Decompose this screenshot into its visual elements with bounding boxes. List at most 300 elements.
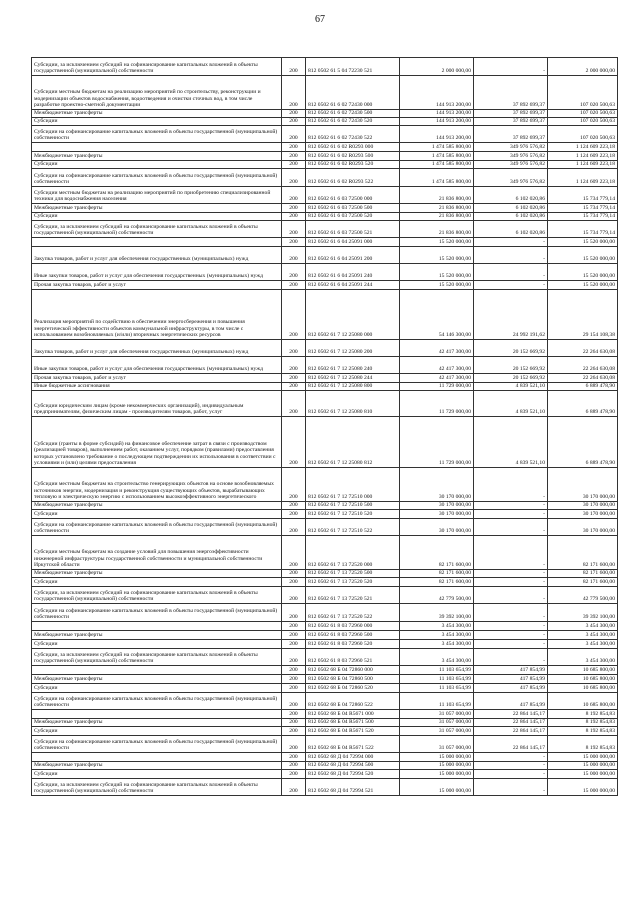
row-kbk: 812 0502 61 7 13 72520 521 [306, 587, 400, 604]
row-kbk: 812 0502 61 6 02 72430 522 [306, 126, 400, 143]
row-kbk: 812 0502 61 6 02 72430 000 [306, 76, 400, 110]
row-name: Субсидии на софинансирование капитальных вложений в объекты государственной (муниципальной) собственности [32, 169, 282, 187]
row-approved: 11 103 654,99 [400, 693, 474, 710]
row-kbk: 812 0502 61 8 03 72960 000 [306, 622, 400, 631]
row-executed: - [474, 753, 548, 762]
row-remaining: 1 124 609 223,18 [548, 161, 618, 169]
row-code: 200 [282, 118, 306, 126]
row-code: 200 [282, 604, 306, 622]
row-kbk: 812 0502 61 6 02 72430 500 [306, 110, 400, 118]
row-remaining: 8 192 854,83 [548, 727, 618, 736]
row-remaining: 22 264 630,08 [548, 357, 618, 374]
row-approved: 15 520 000,00 [400, 281, 474, 290]
row-name: Субсидии местным бюджетам на реализацию мероприятий по строительству, реконструкции и модернизации объектов водоснабжения, водоотведения и очистки сточных вод, в том числе разработке проектно-сметной документации [32, 76, 282, 110]
table-row [32, 468, 618, 502]
row-kbk: 812 0502 68 Б 04 72860 520 [306, 684, 400, 693]
row-name [32, 710, 282, 719]
table-row [32, 143, 618, 152]
row-kbk: 812 0502 61 7 12 72510 520 [306, 510, 400, 519]
row-code: 200 [282, 169, 306, 187]
row-code: 200 [282, 710, 306, 719]
row-name: Иные бюджетные ассигнования [32, 383, 282, 391]
table-row [32, 290, 618, 340]
row-approved: 11 103 654,99 [400, 666, 474, 675]
row-remaining: 2 000 000,00 [548, 58, 618, 76]
row-remaining: 10 685 800,00 [548, 684, 618, 693]
row-approved: 144 913 200,00 [400, 76, 474, 110]
row-approved: 11 103 654,99 [400, 684, 474, 693]
row-remaining: 15 520 000,00 [548, 247, 618, 264]
row-name: Субсидии, за исключением субсидий на софинансирование капитальных вложений в объекты государственной (муниципальной) собственности [32, 221, 282, 238]
row-executed: 22 864 145,17 [474, 719, 548, 727]
row-code: 200 [282, 727, 306, 736]
row-remaining: 6 889 478,90 [548, 391, 618, 417]
row-code: 200 [282, 126, 306, 143]
row-kbk: 812 0502 68 Б 04 72860 522 [306, 693, 400, 710]
row-kbk: 812 0502 61 6 02 R0293 500 [306, 152, 400, 161]
row-approved: 21 836 800,00 [400, 213, 474, 221]
row-executed: - [474, 578, 548, 587]
row-name: Закупка товаров, работ и услуг для обеспечения государственных (муниципальных) нужд [32, 340, 282, 357]
row-kbk: 812 0502 61 6 02 R0293 522 [306, 169, 400, 187]
row-code: 200 [282, 779, 306, 796]
row-name: Межбюджетные трансферты [32, 110, 282, 118]
row-code: 200 [282, 631, 306, 640]
row-executed: 4 839 521,10 [474, 417, 548, 468]
row-approved: 31 057 000,00 [400, 727, 474, 736]
row-remaining: 30 170 000,00 [548, 502, 618, 510]
row-kbk: 812 0502 68 Б 04 72860 500 [306, 675, 400, 684]
row-name: Субсидии юридическим лицам (кроме некоммерческих организаций), индивидуальным предпринимателям, физическим лицам - производителям товаров, работ, услуг [32, 391, 282, 417]
row-approved: 30 170 000,00 [400, 468, 474, 502]
table-row [32, 161, 618, 169]
table-row [32, 383, 618, 391]
row-executed: 417 854,99 [474, 666, 548, 675]
row-remaining: 10 685 800,00 [548, 675, 618, 684]
row-remaining: 15 000 000,00 [548, 753, 618, 762]
row-approved: 15 000 000,00 [400, 762, 474, 770]
row-code: 200 [282, 622, 306, 631]
row-kbk: 812 0502 61 8 03 72960 520 [306, 640, 400, 649]
table-row [32, 169, 618, 187]
row-executed: - [474, 510, 548, 519]
row-name: Иные закупки товаров, работ и услуг для обеспечения государственных (муниципальных) нужд [32, 264, 282, 281]
table-row [32, 510, 618, 519]
row-approved: 3 454 300,00 [400, 622, 474, 631]
row-executed: 22 864 145,17 [474, 727, 548, 736]
row-remaining: 15 000 000,00 [548, 770, 618, 779]
row-kbk: 812 0502 61 7 12 72510 000 [306, 468, 400, 502]
row-code: 200 [282, 357, 306, 374]
page-number: 67 [315, 14, 325, 25]
row-code: 200 [282, 340, 306, 357]
row-executed: - [474, 247, 548, 264]
row-code: 200 [282, 187, 306, 204]
row-executed: 6 102 020,86 [474, 204, 548, 213]
row-approved: 11 729 000,00 [400, 383, 474, 391]
table-row [32, 578, 618, 587]
row-name: Прочая закупка товаров, работ и услуг [32, 374, 282, 383]
row-name: Межбюджетные трансферты [32, 502, 282, 510]
row-kbk: 812 0502 61 6 04 25091 000 [306, 238, 400, 247]
table-row [32, 719, 618, 727]
row-remaining: 107 020 500,63 [548, 118, 618, 126]
row-executed: 4 839 521,10 [474, 391, 548, 417]
row-code: 200 [282, 693, 306, 710]
row-approved: 15 520 000,00 [400, 264, 474, 281]
row-remaining: 30 170 000,00 [548, 519, 618, 536]
row-executed: 417 854,99 [474, 675, 548, 684]
row-name [32, 666, 282, 675]
row-remaining: 15 000 000,00 [548, 779, 618, 796]
row-name: Межбюджетные трансферты [32, 631, 282, 640]
row-name: Субсидии на софинансирование капитальных вложений в объекты государственной (муниципальной) собственности [32, 736, 282, 753]
row-approved: 15 520 000,00 [400, 247, 474, 264]
table-row [32, 710, 618, 719]
row-executed: - [474, 58, 548, 76]
table-row [32, 238, 618, 247]
row-name: Субсидии на софинансирование капитальных вложений в объекты государственной (муниципальной) собственности [32, 519, 282, 536]
table-row [32, 649, 618, 666]
row-remaining: 15 520 000,00 [548, 281, 618, 290]
row-executed: 349 976 576,82 [474, 143, 548, 152]
row-remaining: 30 170 000,00 [548, 510, 618, 519]
row-code: 200 [282, 578, 306, 587]
row-remaining: 15 734 779,14 [548, 213, 618, 221]
row-name: Субсидии на софинансирование капитальных вложений в объекты государственной (муниципальной) собственности [32, 604, 282, 622]
row-kbk: 812 0502 61 6 03 72500 000 [306, 187, 400, 204]
table-row [32, 666, 618, 675]
row-code: 200 [282, 570, 306, 578]
row-code: 200 [282, 649, 306, 666]
row-remaining: 39 392 100,00 [548, 604, 618, 622]
row-name: Субсидии местным бюджетам на реализацию мероприятий по приобретению специализированной техники для водоснабжения населения [32, 187, 282, 204]
row-kbk: 812 0502 61 5 04 72230 521 [306, 58, 400, 76]
row-kbk: 812 0502 61 7 12 25080 200 [306, 340, 400, 357]
row-kbk: 812 0502 61 7 12 25080 810 [306, 391, 400, 417]
table-row [32, 357, 618, 374]
row-name [32, 753, 282, 762]
row-approved: 1 474 585 800,00 [400, 161, 474, 169]
row-kbk: 812 0502 68 Б 04 R5671 000 [306, 710, 400, 719]
row-kbk: 812 0502 61 7 12 25080 240 [306, 357, 400, 374]
row-code: 200 [282, 587, 306, 604]
row-executed: 417 854,99 [474, 684, 548, 693]
row-kbk: 812 0502 68 Б 04 R5671 522 [306, 736, 400, 753]
row-name [32, 238, 282, 247]
row-name: Субсидии местным бюджетам на создание условий для повышения энергоэффективности инженерной инфраструктуры государственной собственности и муниципальной собственности Иркутской области [32, 536, 282, 570]
row-kbk: 812 0502 61 7 13 72520 500 [306, 570, 400, 578]
row-executed: - [474, 631, 548, 640]
row-name: Иные закупки товаров, работ и услуг для обеспечения государственных (муниципальных) нужд [32, 357, 282, 374]
row-approved: 11 103 654,99 [400, 675, 474, 684]
row-name: Субсидии, за исключением субсидий на софинансирование капитальных вложений в объекты государственной (муниципальной) собственности [32, 779, 282, 796]
row-executed: - [474, 238, 548, 247]
row-approved: 39 392 100,00 [400, 604, 474, 622]
row-approved: 31 057 000,00 [400, 736, 474, 753]
row-approved: 42 417 300,00 [400, 374, 474, 383]
row-kbk: 812 0502 61 6 04 25091 240 [306, 264, 400, 281]
row-approved: 21 836 800,00 [400, 187, 474, 204]
row-code: 200 [282, 58, 306, 76]
row-executed: - [474, 281, 548, 290]
row-approved: 42 779 500,00 [400, 587, 474, 604]
table-row [32, 736, 618, 753]
row-approved: 54 146 300,00 [400, 290, 474, 340]
row-executed: 349 976 576,82 [474, 161, 548, 169]
budget-execution-table [31, 57, 618, 796]
table-row [32, 502, 618, 510]
row-executed: 349 976 576,82 [474, 152, 548, 161]
row-kbk: 812 0502 61 7 13 72520 522 [306, 604, 400, 622]
row-executed: 22 864 145,17 [474, 710, 548, 719]
row-kbk: 812 0502 61 7 12 72510 522 [306, 519, 400, 536]
row-kbk: 812 0502 61 7 12 25080 000 [306, 290, 400, 340]
row-kbk: 812 0502 68 Б 04 R5671 520 [306, 727, 400, 736]
row-code: 200 [282, 247, 306, 264]
row-code: 200 [282, 238, 306, 247]
row-code: 200 [282, 281, 306, 290]
row-executed: 37 892 699,37 [474, 126, 548, 143]
row-executed: 20 152 669,92 [474, 357, 548, 374]
row-approved: 82 171 600,00 [400, 536, 474, 570]
row-approved: 31 057 000,00 [400, 719, 474, 727]
row-name: Субсидии [32, 161, 282, 169]
row-remaining: 82 171 600,00 [548, 536, 618, 570]
table-row [32, 779, 618, 796]
row-remaining: 15 000 000,00 [548, 762, 618, 770]
row-executed: 22 864 145,17 [474, 736, 548, 753]
row-approved: 82 171 600,00 [400, 570, 474, 578]
row-approved: 30 170 000,00 [400, 510, 474, 519]
row-kbk: 812 0502 68 Б 04 72860 000 [306, 666, 400, 675]
row-approved: 3 454 300,00 [400, 649, 474, 666]
row-approved: 15 000 000,00 [400, 779, 474, 796]
row-name: Субсидии, за исключением субсидий на софинансирование капитальных вложений в объекты государственной (муниципальной) собственности [32, 58, 282, 76]
row-executed: 20 152 669,92 [474, 340, 548, 357]
row-code: 200 [282, 110, 306, 118]
table-row [32, 247, 618, 264]
row-code: 200 [282, 675, 306, 684]
row-remaining: 8 192 854,83 [548, 736, 618, 753]
row-name: Субсидии, за исключением субсидий на софинансирование капитальных вложений в объекты государственной (муниципальной) собственности [32, 649, 282, 666]
row-remaining: 107 020 500,63 [548, 126, 618, 143]
row-name: Субсидии [32, 578, 282, 587]
row-kbk: 812 0502 61 8 03 72960 500 [306, 631, 400, 640]
row-executed: 37 892 699,37 [474, 118, 548, 126]
row-name: Прочая закупка товаров, работ и услуг [32, 281, 282, 290]
row-code: 200 [282, 519, 306, 536]
row-approved: 15 520 000,00 [400, 238, 474, 247]
table-row [32, 640, 618, 649]
row-name: Субсидии местным бюджетам на строительство генерирующих объектов на основе возобновляемых источников энергии, модернизация и реконструкция существующих объектов, вырабатывающих тепловую и электрическую энергию с использованием высокоэффективного энергетического [32, 468, 282, 502]
row-code: 200 [282, 264, 306, 281]
row-remaining: 107 020 500,63 [548, 110, 618, 118]
table-row [32, 770, 618, 779]
row-kbk: 812 0502 61 6 02 R0293 520 [306, 161, 400, 169]
row-executed: 6 102 020,86 [474, 213, 548, 221]
row-remaining: 15 734 779,14 [548, 221, 618, 238]
row-remaining: 6 889 478,90 [548, 417, 618, 468]
row-name: Межбюджетные трансферты [32, 204, 282, 213]
row-name: Межбюджетные трансферты [32, 152, 282, 161]
row-name: Реализация мероприятий по содействию в обеспечении энергосбережения и повышения энергетической эффективности объектов коммунальной инфраструктуры, в том числе с использованием возобновляемых (и/или) вторичных энергетических ресурсов [32, 290, 282, 340]
row-code: 200 [282, 152, 306, 161]
row-code: 200 [282, 510, 306, 519]
row-kbk: 812 0502 61 7 12 25080 244 [306, 374, 400, 383]
row-name: Межбюджетные трансферты [32, 762, 282, 770]
row-code: 200 [282, 640, 306, 649]
row-remaining: 15 734 779,14 [548, 204, 618, 213]
row-code: 200 [282, 770, 306, 779]
row-approved: 42 417 300,00 [400, 340, 474, 357]
table-row [32, 204, 618, 213]
table-row [32, 675, 618, 684]
row-executed: 37 892 699,37 [474, 76, 548, 110]
row-kbk: 812 0502 61 6 03 72500 500 [306, 204, 400, 213]
table-row [32, 340, 618, 357]
row-approved: 15 000 000,00 [400, 753, 474, 762]
table-row [32, 391, 618, 417]
row-remaining: 3 454 300,00 [548, 622, 618, 631]
table-row [32, 76, 618, 110]
row-remaining: 1 124 609 223,18 [548, 143, 618, 152]
table-row [32, 587, 618, 604]
row-approved: 1 474 585 800,00 [400, 152, 474, 161]
row-executed: 4 839 521,10 [474, 383, 548, 391]
row-name: Субсидии (гранты в форме субсидий) на финансовое обеспечение затрат в связи с производством (реализацией товаров), выполнением работ, оказанием услуг, порядком (правилами) предоставления которых установлено требование о последующем подтверждении их использования в соответствии с условиями и (или) целями предоставления [32, 417, 282, 468]
row-remaining: 22 264 630,08 [548, 374, 618, 383]
row-executed: - [474, 519, 548, 536]
row-name: Субсидии [32, 770, 282, 779]
row-name: Закупка товаров, работ и услуг для обеспечения государственных (муниципальных) нужд [32, 247, 282, 264]
table-row [32, 126, 618, 143]
row-name: Субсидии на софинансирование капитальных вложений в объекты государственной (муниципальной) собственности [32, 126, 282, 143]
table-row [32, 281, 618, 290]
row-name: Субсидии, за исключением субсидий на софинансирование капитальных вложений в объекты государственной (муниципальной) собственности [32, 587, 282, 604]
row-name: Межбюджетные трансферты [32, 719, 282, 727]
row-remaining: 8 192 854,83 [548, 719, 618, 727]
table-row [32, 753, 618, 762]
row-executed: - [474, 640, 548, 649]
row-remaining: 10 685 800,00 [548, 693, 618, 710]
row-name: Субсидии [32, 213, 282, 221]
row-executed: 6 102 020,86 [474, 187, 548, 204]
row-code: 200 [282, 143, 306, 152]
table-row [32, 417, 618, 468]
table-row [32, 536, 618, 570]
row-kbk: 812 0502 61 7 13 72520 000 [306, 536, 400, 570]
row-approved: 1 474 585 800,00 [400, 143, 474, 152]
table-row [32, 762, 618, 770]
row-name: Субсидии [32, 118, 282, 126]
row-code: 200 [282, 383, 306, 391]
row-remaining: 15 520 000,00 [548, 238, 618, 247]
row-code: 200 [282, 719, 306, 727]
row-remaining: 30 170 000,00 [548, 468, 618, 502]
row-approved: 15 000 000,00 [400, 770, 474, 779]
row-executed: - [474, 622, 548, 631]
row-executed: - [474, 762, 548, 770]
row-kbk: 812 0502 68 Д 04 72994 521 [306, 779, 400, 796]
row-kbk: 812 0502 61 6 03 72500 521 [306, 221, 400, 238]
row-executed: - [474, 649, 548, 666]
table-row [32, 519, 618, 536]
row-kbk: 812 0502 68 Д 04 72994 500 [306, 762, 400, 770]
row-approved: 1 474 585 800,00 [400, 169, 474, 187]
row-approved: 30 170 000,00 [400, 519, 474, 536]
row-code: 200 [282, 204, 306, 213]
table-row [32, 631, 618, 640]
row-remaining: 82 171 600,00 [548, 578, 618, 587]
row-kbk: 812 0502 68 Д 04 72994 000 [306, 753, 400, 762]
row-executed: 349 976 576,82 [474, 169, 548, 187]
row-kbk: 812 0502 61 6 04 25091 244 [306, 281, 400, 290]
row-remaining: 22 264 630,08 [548, 340, 618, 357]
row-name: Субсидии [32, 640, 282, 649]
table-row [32, 213, 618, 221]
row-name: Межбюджетные трансферты [32, 570, 282, 578]
row-approved: 30 170 000,00 [400, 502, 474, 510]
row-remaining: 1 124 609 223,18 [548, 169, 618, 187]
table-row [32, 221, 618, 238]
table-row [32, 58, 618, 76]
table-row [32, 374, 618, 383]
row-code: 200 [282, 536, 306, 570]
row-remaining: 42 779 500,00 [548, 587, 618, 604]
row-code: 200 [282, 221, 306, 238]
table-row [32, 187, 618, 204]
row-code: 200 [282, 502, 306, 510]
row-remaining: 1 124 609 223,18 [548, 152, 618, 161]
row-code: 200 [282, 161, 306, 169]
table-row [32, 110, 618, 118]
row-kbk: 812 0502 61 8 03 72960 521 [306, 649, 400, 666]
row-approved: 3 454 300,00 [400, 640, 474, 649]
row-remaining: 3 454 300,00 [548, 631, 618, 640]
row-code: 200 [282, 762, 306, 770]
row-code: 200 [282, 753, 306, 762]
row-remaining: 107 020 500,63 [548, 76, 618, 110]
row-kbk: 812 0502 61 6 03 72500 520 [306, 213, 400, 221]
row-remaining: 82 171 600,00 [548, 570, 618, 578]
row-approved: 31 057 000,00 [400, 710, 474, 719]
table-row [32, 727, 618, 736]
row-approved: 21 836 800,00 [400, 221, 474, 238]
row-name: Субсидии на софинансирование капитальных вложений в объекты государственной (муниципальной) собственности [32, 693, 282, 710]
row-code: 200 [282, 736, 306, 753]
row-remaining: 10 685 800,00 [548, 666, 618, 675]
row-kbk: 812 0502 61 7 12 25080 800 [306, 383, 400, 391]
row-executed: 24 992 191,62 [474, 290, 548, 340]
table-row [32, 264, 618, 281]
row-kbk: 812 0502 61 7 12 72510 500 [306, 502, 400, 510]
row-approved: 42 417 300,00 [400, 357, 474, 374]
row-code: 200 [282, 684, 306, 693]
row-remaining: 3 454 300,00 [548, 649, 618, 666]
row-kbk: 812 0502 61 6 04 25091 200 [306, 247, 400, 264]
table-row [32, 152, 618, 161]
table-row [32, 693, 618, 710]
row-remaining: 6 889 478,90 [548, 383, 618, 391]
row-code: 200 [282, 374, 306, 383]
row-code: 200 [282, 391, 306, 417]
table-row [32, 118, 618, 126]
row-kbk: 812 0502 61 6 02 R0293 000 [306, 143, 400, 152]
row-executed: - [474, 502, 548, 510]
row-executed: - [474, 536, 548, 570]
row-executed: - [474, 770, 548, 779]
